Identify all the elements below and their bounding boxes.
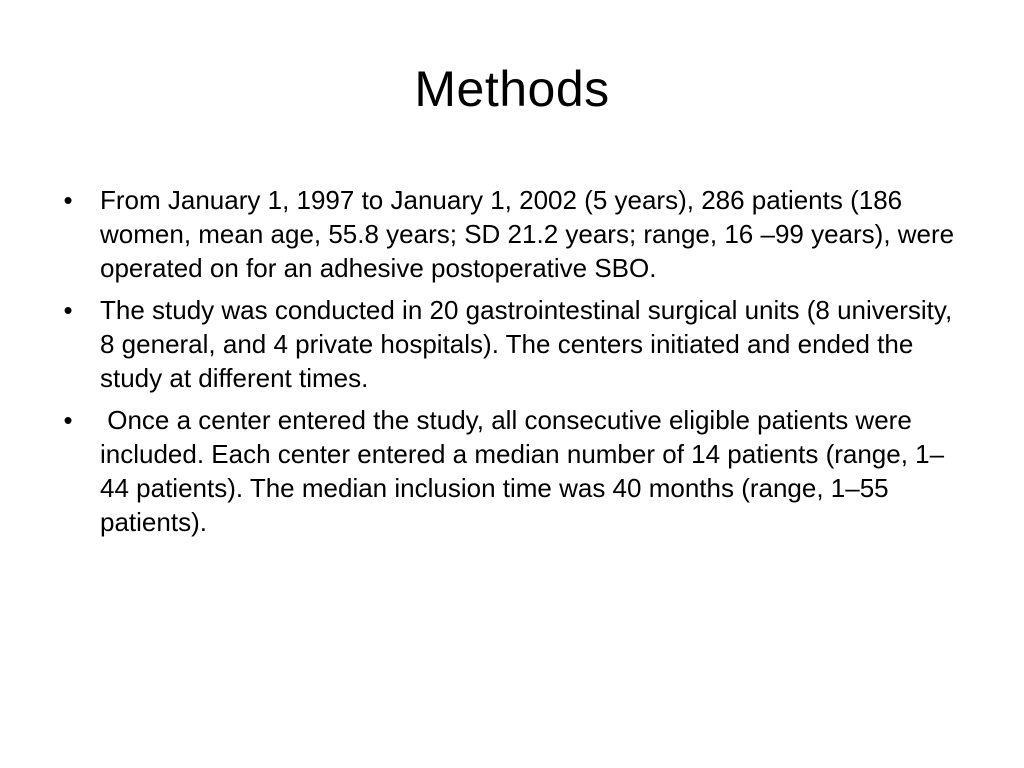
bullet-text: From January 1, 1997 to January 1, 2002 (5 years), 286 patients (186 women, mean age, 55.8 years; SD 21.2 years; range, 16 –99 years), were operated on for an adhesive postoperative SBO.: [100, 185, 962, 283]
bullet-text: The study was conducted in 20 gastrointestinal surgical units (8 university, 8 general, and 4 private hospitals). The centers initiated and ended the study at different times.: [100, 295, 960, 393]
slide-title: Methods: [414, 61, 610, 117]
bullet-marker: •: [63, 405, 73, 435]
bullet-item-2: [58, 293, 958, 395]
bullet-text: Once a center entered the study, all consecutive eligible patients were included. Each center entered a median number of 14 patients (range, 1– 44 patients). The median inclusion time was 40 months (range, 1–55 patients).: [100, 405, 952, 537]
bullet-marker: •: [63, 185, 73, 215]
bullet-item-1: [58, 183, 962, 285]
bullet-list: [58, 183, 962, 547]
bullet-item-3: [58, 403, 958, 539]
bullet-marker: •: [63, 295, 73, 325]
